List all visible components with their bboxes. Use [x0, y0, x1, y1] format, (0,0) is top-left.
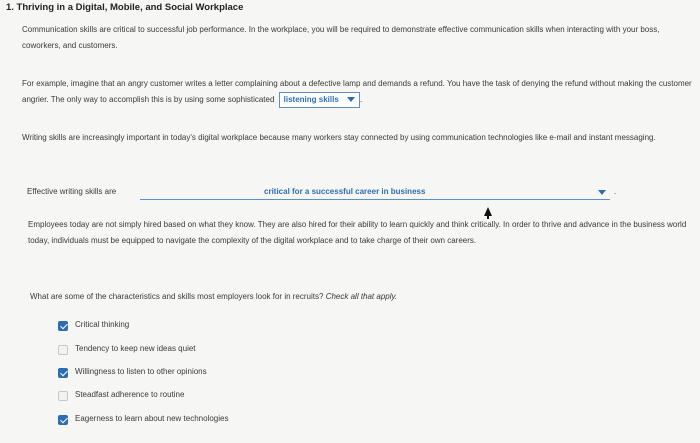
sentence-period: .: [614, 187, 617, 196]
checkbox[interactable]: [58, 345, 68, 355]
paragraph-writing: Writing skills are increasingly important in today's digital workplace because many workers stay connected by using communication technologies like e-mail and instant messaging.: [22, 133, 656, 142]
writing-skills-dropdown[interactable]: [140, 185, 610, 200]
writing-skills-dropdown-value: critical for a successful career in business: [264, 187, 426, 196]
caret-down-icon: [598, 190, 606, 195]
checkbox[interactable]: [58, 391, 68, 401]
paragraph-example-text: For example, imagine that an angry customer writes a letter complaining about a defective lamp and demands a refund. You have the task of denying the refund without making the customer angrier. The only way to accomplish this is by using some sophisticated: [22, 79, 692, 105]
checkbox[interactable]: [58, 321, 68, 331]
skills-dropdown-value: listening skills: [283, 95, 339, 104]
option-label: Critical thinking: [75, 320, 130, 329]
paragraph-example: [22, 76, 692, 108]
option-label: Tendency to keep new ideas quiet: [75, 344, 196, 353]
mouse-cursor-icon: [484, 207, 492, 216]
paragraph-example-end: .: [360, 95, 363, 105]
question-instruction: Check all that apply.: [325, 292, 398, 301]
question-prompt: [30, 289, 690, 305]
checkbox[interactable]: [58, 415, 68, 425]
skills-dropdown[interactable]: [279, 92, 363, 108]
caret-down-icon: [347, 97, 355, 102]
option-label: Steadfast adherence to routine: [75, 390, 185, 399]
sentence-lead: Effective writing skills are: [27, 187, 117, 196]
checkbox[interactable]: [58, 368, 68, 378]
question-title: 1. Thriving in a Digital, Mobile, and Social Workplace: [6, 2, 244, 13]
paragraph-employees: Employees today are not simply hired based on what they know. They are also hired for their ability to learn quickly and think critically. In order to thrive and advance in the business world today, individuals must be equipped to navigate the complexity of the digital workplace and to take charge of their own careers.: [28, 220, 687, 245]
paragraph-communication: Communication skills are critical to successful job performance. In the workplace, you will be required to demonstrate effective communication skills when interacting with your boss, coworkers, and customers.: [22, 25, 660, 50]
option-label: Eagerness to learn about new technologies: [75, 414, 229, 423]
option-label: Willingness to listen to other opinions: [75, 367, 207, 376]
question-text: What are some of the characteristics and skills most employers look for in recruits?: [30, 292, 324, 301]
